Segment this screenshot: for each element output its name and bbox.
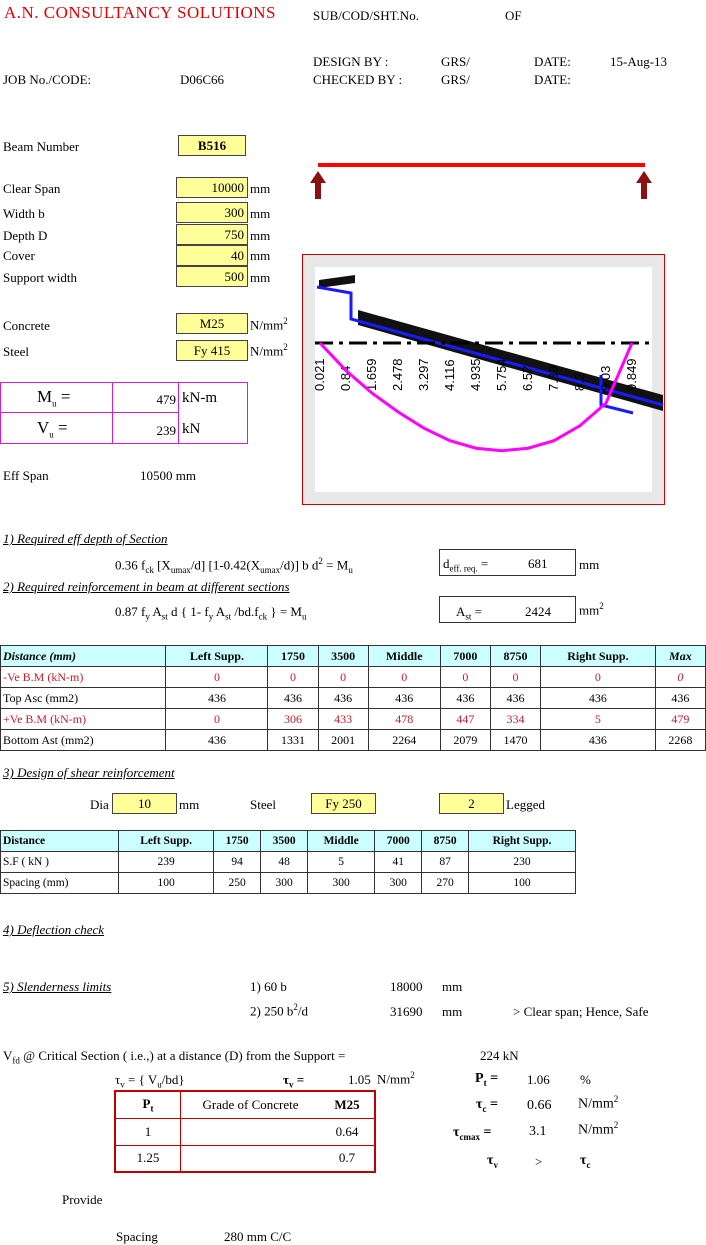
column-header: 7000 [375, 831, 422, 852]
deff-value: 681 [528, 556, 548, 571]
column-header: 7000 [440, 646, 490, 667]
table-header-row [1, 646, 706, 667]
job-label: JOB No./CODE: [3, 72, 92, 87]
section3-title: 3) Design of shear reinforcement [3, 765, 175, 780]
column-header: 8750 [422, 831, 469, 852]
table-row [1, 709, 706, 730]
span-label: Clear Span [3, 181, 61, 196]
legs-label: Legged [506, 797, 545, 812]
checked-by-label: CHECKED BY : [313, 72, 403, 87]
vu-label: $V_u$ = [37, 418, 68, 440]
pt-cell: 1.25 [115, 1145, 181, 1172]
critical-value: 224 kN [480, 1048, 519, 1063]
table-cell: 0 [655, 667, 705, 688]
cover-label: Cover [3, 248, 35, 263]
reinforcement-table [0, 645, 706, 751]
table-cell: 0 [541, 667, 656, 688]
row-label: S.F ( kN ) [1, 852, 119, 873]
table-cell: 41 [375, 852, 422, 873]
table-cell: 270 [422, 873, 469, 894]
column-header: 8750 [490, 646, 540, 667]
empty-cell [181, 1145, 321, 1172]
pt-cell: 1 [115, 1118, 181, 1145]
chart-svg [303, 255, 665, 505]
x-tick-label: 0.84 [338, 365, 353, 391]
table-row [1, 873, 576, 894]
table-cell: 300 [375, 873, 422, 894]
table-cell: 230 [469, 852, 576, 873]
row-label: +Ve B.M (kN-m) [1, 709, 166, 730]
row-label: Top Asc (mm2) [1, 688, 166, 709]
column-header: 3500 [261, 831, 308, 852]
cover-input[interactable]: 40 [176, 245, 248, 266]
cover-unit: mm [250, 248, 271, 263]
dia-input[interactable]: 10 [112, 793, 177, 814]
mu-value: 479 [156, 392, 176, 407]
compare-op: > [535, 1154, 543, 1169]
slender-u1: mm [442, 979, 463, 994]
column-header: Middle [308, 831, 375, 852]
tau-v-label: $\tau_v$ = [283, 1072, 305, 1090]
tau-v-value: 1.05 [348, 1072, 371, 1087]
section2-formula: 0.87 $f_y$ $A_{st}$ d { 1- $f_y$ $A_{st}$ $/bd.f_{ck}$ } = $M_u$ [115, 604, 307, 622]
table-cell: 0 [318, 667, 368, 688]
depth-input[interactable]: 750 [176, 224, 248, 245]
x-tick-label: 8.2 [572, 372, 587, 391]
left-support-arrow-icon [310, 171, 326, 199]
eff-span-label: Eff Span [3, 468, 49, 483]
table-cell: 306 [268, 709, 318, 730]
sub-label: SUB/COD/SHT.No. [313, 8, 419, 23]
table-cell: 436 [655, 688, 705, 709]
stirrup-steel-label: Steel [250, 797, 276, 812]
column-header: Right Supp. [469, 831, 576, 852]
x-tick-label: 9.849 [624, 358, 639, 391]
steel-label: Steel [3, 344, 29, 359]
design-by-value: GRS/ [441, 54, 470, 69]
table-cell: 334 [490, 709, 540, 730]
column-header: Right Supp. [541, 646, 656, 667]
column-header: Middle [368, 646, 440, 667]
vu-unit: kN [182, 421, 201, 437]
compare-right: $\tau_c$ [580, 1153, 591, 1170]
column-header: Distance (mm) [1, 646, 166, 667]
table-cell: 2079 [440, 730, 490, 751]
section4-title: 4) Deflection check [3, 922, 105, 937]
table-cell: 100 [119, 873, 214, 894]
table-cell: 436 [440, 688, 490, 709]
tau-formula: $\tau_v$ = { $V_u/bd$} [115, 1072, 185, 1090]
table-cell: 0 [490, 667, 540, 688]
table-row [1, 688, 706, 709]
row-label: Bottom Ast (mm2) [1, 730, 166, 751]
concrete-grade-input[interactable]: M25 [176, 313, 248, 334]
legs-input[interactable]: 2 [439, 793, 504, 814]
x-tick-label: 4.935 [468, 358, 483, 391]
ast-value: 2424 [525, 604, 551, 619]
section1-formula: 0.36 $f_{ck}$ $[X_{umax}/d]$ $[1-0.42(X_{umax}/d)]$ b $d^2 = M_u$ [115, 556, 353, 575]
tc-cell: 0.7 [320, 1145, 375, 1172]
table-cell: 87 [422, 852, 469, 873]
spacing-label: Spacing [116, 1229, 158, 1244]
tc-value: 0.66 [527, 1098, 552, 1113]
depth-label: Depth D [3, 228, 48, 243]
table-row [115, 1118, 375, 1145]
date-value: 15-Aug-13 [610, 54, 668, 69]
section1-title: 1) Required eff depth of Section [3, 531, 168, 546]
x-tick-label: 6.57 [520, 365, 535, 391]
table-header-row [1, 831, 576, 852]
support-label: Support width [3, 270, 78, 285]
x-tick-label: 1.659 [364, 358, 379, 391]
table-row [115, 1145, 375, 1172]
of-label: OF [505, 8, 522, 23]
tc-label: $\tau_c$ = [476, 1097, 498, 1114]
compare-left: $\tau_v$ [487, 1153, 498, 1170]
steel-grade-input[interactable]: Fy 415 [176, 340, 248, 361]
beam-diagram [300, 155, 670, 205]
table-cell: 2001 [318, 730, 368, 751]
column-header: 1750 [214, 831, 261, 852]
table-cell: 48 [261, 852, 308, 873]
tcmax-value: 3.1 [529, 1124, 547, 1139]
pt-table-header: M25 [320, 1091, 375, 1118]
table-cell: 436 [268, 688, 318, 709]
support-width-input[interactable]: 500 [176, 266, 248, 287]
table-cell: 5 [541, 709, 656, 730]
bm-chart [302, 254, 665, 505]
column-header: Left Supp. [119, 831, 214, 852]
deff-label: $d_{eff. req.}$ = [443, 556, 489, 574]
dia-unit: mm [179, 797, 200, 812]
right-support-arrow-icon [636, 171, 652, 199]
table-cell: 250 [214, 873, 261, 894]
pt-value: 1.06 [527, 1072, 550, 1087]
mu-unit: kN-m [182, 390, 217, 406]
checked-by-value: GRS/ [441, 72, 470, 87]
x-tick-label: 2.478 [390, 358, 405, 391]
width-input[interactable]: 300 [176, 202, 248, 223]
table-cell: 436 [318, 688, 368, 709]
tc-unit: $N/mm^2$ [578, 1094, 619, 1112]
tcmax-label: $\tau_{cmax}$ = [453, 1125, 492, 1142]
slender-l1: 1) 60 b [250, 979, 287, 994]
table-cell: 478 [368, 709, 440, 730]
eff-span-value: 10500 mm [140, 468, 196, 483]
beam-label: Beam Number [3, 139, 80, 154]
table-cell: 436 [368, 688, 440, 709]
deff-unit: mm [579, 557, 600, 572]
support-unit: mm [250, 270, 271, 285]
provide-label: Provide [62, 1192, 103, 1207]
dia-label: Dia [90, 797, 109, 812]
shear-table [0, 830, 576, 894]
span-unit: mm [250, 181, 271, 196]
pt-table-header: $P_t$ [115, 1091, 181, 1118]
table-cell: 2268 [655, 730, 705, 751]
row-label: Spacing (mm) [1, 873, 119, 894]
table-row [1, 667, 706, 688]
table-cell: 239 [119, 852, 214, 873]
table-cell: 94 [214, 852, 261, 873]
slender-v1: 18000 [390, 979, 423, 994]
ast-unit: $mm^2$ [579, 601, 604, 618]
table-row [1, 730, 706, 751]
pt-unit: % [580, 1072, 591, 1087]
tau-v-unit: $N/mm^2$ [377, 1070, 415, 1087]
concrete-unit: $N/mm^2$ [250, 316, 288, 333]
job-value: D06C66 [180, 72, 225, 87]
mu-label: $M_u$ = [37, 387, 71, 409]
slender-verdict: > Clear span; Hence, Safe [513, 1004, 649, 1019]
date2-label: DATE: [534, 72, 571, 87]
table-cell: 436 [166, 730, 268, 751]
table-cell: 447 [440, 709, 490, 730]
section2-title: 2) Required reinforcement in beam at different sections [3, 579, 290, 594]
x-tick-label: 0.021 [312, 358, 327, 391]
slender-l2: 2) 250 $b^2/d$ [250, 1002, 308, 1019]
column-header: Max [655, 646, 705, 667]
width-unit: mm [250, 206, 271, 221]
date-label: DATE: [534, 54, 571, 69]
slender-v2: 31690 [390, 1004, 423, 1019]
design-by-label: DESIGN BY : [313, 54, 389, 69]
column-header: 1750 [268, 646, 318, 667]
steel-unit: $N/mm^2$ [250, 342, 288, 359]
table-cell: 0 [368, 667, 440, 688]
table-cell: 0 [166, 667, 268, 688]
table-cell: 0 [440, 667, 490, 688]
table-cell: 436 [541, 688, 656, 709]
x-tick-label: 3.297 [416, 358, 431, 391]
table-cell: 300 [308, 873, 375, 894]
table-cell: 2264 [368, 730, 440, 751]
concrete-label: Concrete [3, 318, 50, 333]
table-cell: 0 [268, 667, 318, 688]
pt-table [114, 1090, 376, 1173]
width-label: Width b [3, 206, 45, 221]
table-cell: 436 [490, 688, 540, 709]
tc-cell: 0.64 [320, 1118, 375, 1145]
pt-label: $P_t$ = [475, 1071, 499, 1088]
table-cell: 0 [166, 709, 268, 730]
x-tick-label: 7.39 [546, 365, 561, 391]
column-header: Left Supp. [166, 646, 268, 667]
spacing-value: 280 mm C/C [224, 1229, 292, 1244]
x-tick-label: 9.03 [598, 365, 613, 391]
pt-table-header: Grade of Concrete [181, 1091, 321, 1118]
clear-span-input[interactable]: 10000 [176, 177, 248, 198]
x-tick-label: 4.116 [442, 359, 457, 391]
stirrup-steel-input[interactable]: Fy 250 [311, 793, 376, 814]
x-tick-label: 5.754 [494, 358, 509, 391]
table-row [1, 852, 576, 873]
tcmax-unit: $N/mm^2$ [578, 1120, 619, 1138]
table-cell: 436 [166, 688, 268, 709]
critical-text: $V_{fd}$ @ Critical Section ( i.e.,) at a distance (D) from the Support = [3, 1048, 346, 1066]
table-cell: 436 [541, 730, 656, 751]
table-cell: 100 [469, 873, 576, 894]
table-cell: 300 [261, 873, 308, 894]
table-cell: 1331 [268, 730, 318, 751]
column-header: 3500 [318, 646, 368, 667]
table-cell: 433 [318, 709, 368, 730]
column-header: Distance [1, 831, 119, 852]
section5-title: 5) Slenderness limits [3, 979, 112, 994]
beam-number-input[interactable]: B516 [178, 135, 246, 156]
table-cell: 1470 [490, 730, 540, 751]
company-title: A.N. CONSULTANCY SOLUTIONS [4, 3, 277, 22]
empty-cell [181, 1118, 321, 1145]
table-cell: 479 [655, 709, 705, 730]
vu-value: 239 [156, 423, 176, 438]
row-label: -Ve B.M (kN-m) [1, 667, 166, 688]
depth-unit: mm [250, 228, 271, 243]
slender-u2: mm [442, 1004, 463, 1019]
table-cell: 5 [308, 852, 375, 873]
ast-label: $A_{st}$ = [456, 604, 482, 622]
